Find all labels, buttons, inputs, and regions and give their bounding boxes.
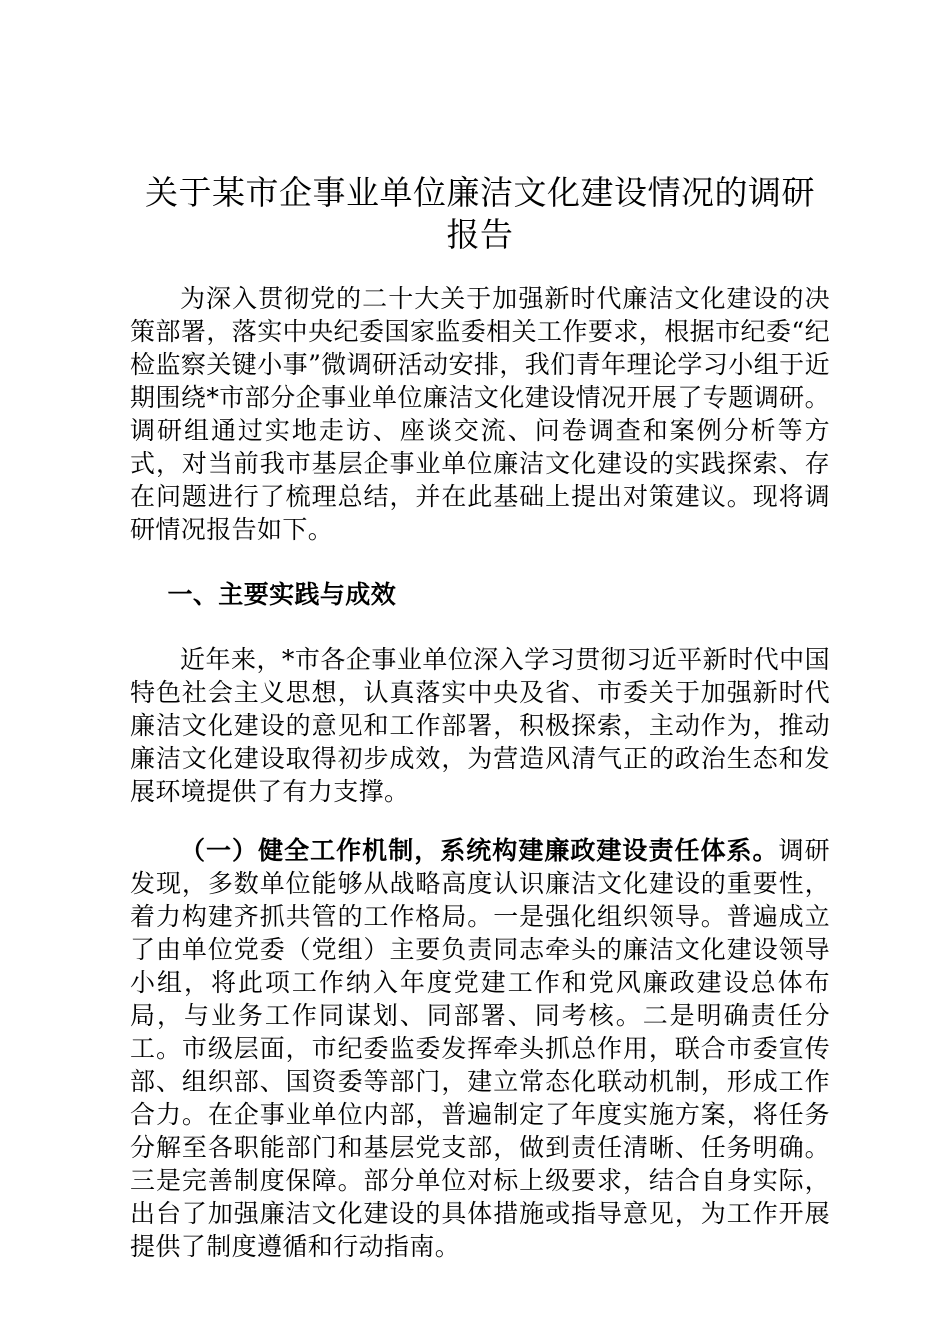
- section-heading: 一、主要实践与成效: [167, 580, 397, 609]
- intro-paragraph: 为深入贯彻党的二十大关于加强新时代廉洁文化建设的决策部署，落实中央纪委国家监委相关工作要求，根据市纪委“纪检监察关键小事”微调研活动安排，我们青年理论学习小组于近期围绕*市部分企事业单位廉洁文化建设情况开展了专题调研。调研组通过实地走访、座谈交流、问卷调查和案例分析等方式，对当前我市基层企事业单位廉洁文化建设的实践探索、存在问题进行了梳理总结，并在此基础上提出对策建议。现将调研情况报告如下。: [130, 284, 830, 544]
- subsection-paragraph: [130, 834, 830, 1263]
- subsection-lead: （一）健全工作机制，系统构建廉政建设责任体系。: [180, 836, 779, 865]
- subsection-body: 调研发现，多数单位能够从战略高度认识廉洁文化建设的重要性，着力构建齐抓共管的工作格局。一是强化组织领导。普遍成立了由单位党委（党组）主要负责同志牵头的廉洁文化建设领导小组，将此项工作纳入年度党建工作和党风廉政建设总体布局，与业务工作同谋划、同部署、同考核。二是明确责任分工。市级层面，市纪委监委发挥牵头抓总作用，联合市委宣传部、组织部、国资委等部门，建立常态化联动机制，形成工作合力。在企事业单位内部，普遍制定了年度实施方案，将任务分解至各职能部门和基层党支部，做到责任清晰、任务明确。三是完善制度保障。部分单位对标上级要求，结合自身实际，出台了加强廉洁文化建设的具体措施或指导意见，为工作开展提供了制度遵循和行动指南。: [130, 836, 830, 1261]
- section-paragraph: 近年来，*市各企事业单位深入学习贯彻习近平新时代中国特色社会主义思想，认真落实中央及省、市委关于加强新时代廉洁文化建设的意见和工作部署，积极探索，主动作为，推动廉洁文化建设取得初步成效，为营造风清气正的政治生态和发展环境提供了有力支撑。: [130, 645, 830, 806]
- document-page: [130, 172, 830, 1263]
- document-title: 关于某市企事业单位廉洁文化建设情况的调研报告: [145, 173, 815, 254]
